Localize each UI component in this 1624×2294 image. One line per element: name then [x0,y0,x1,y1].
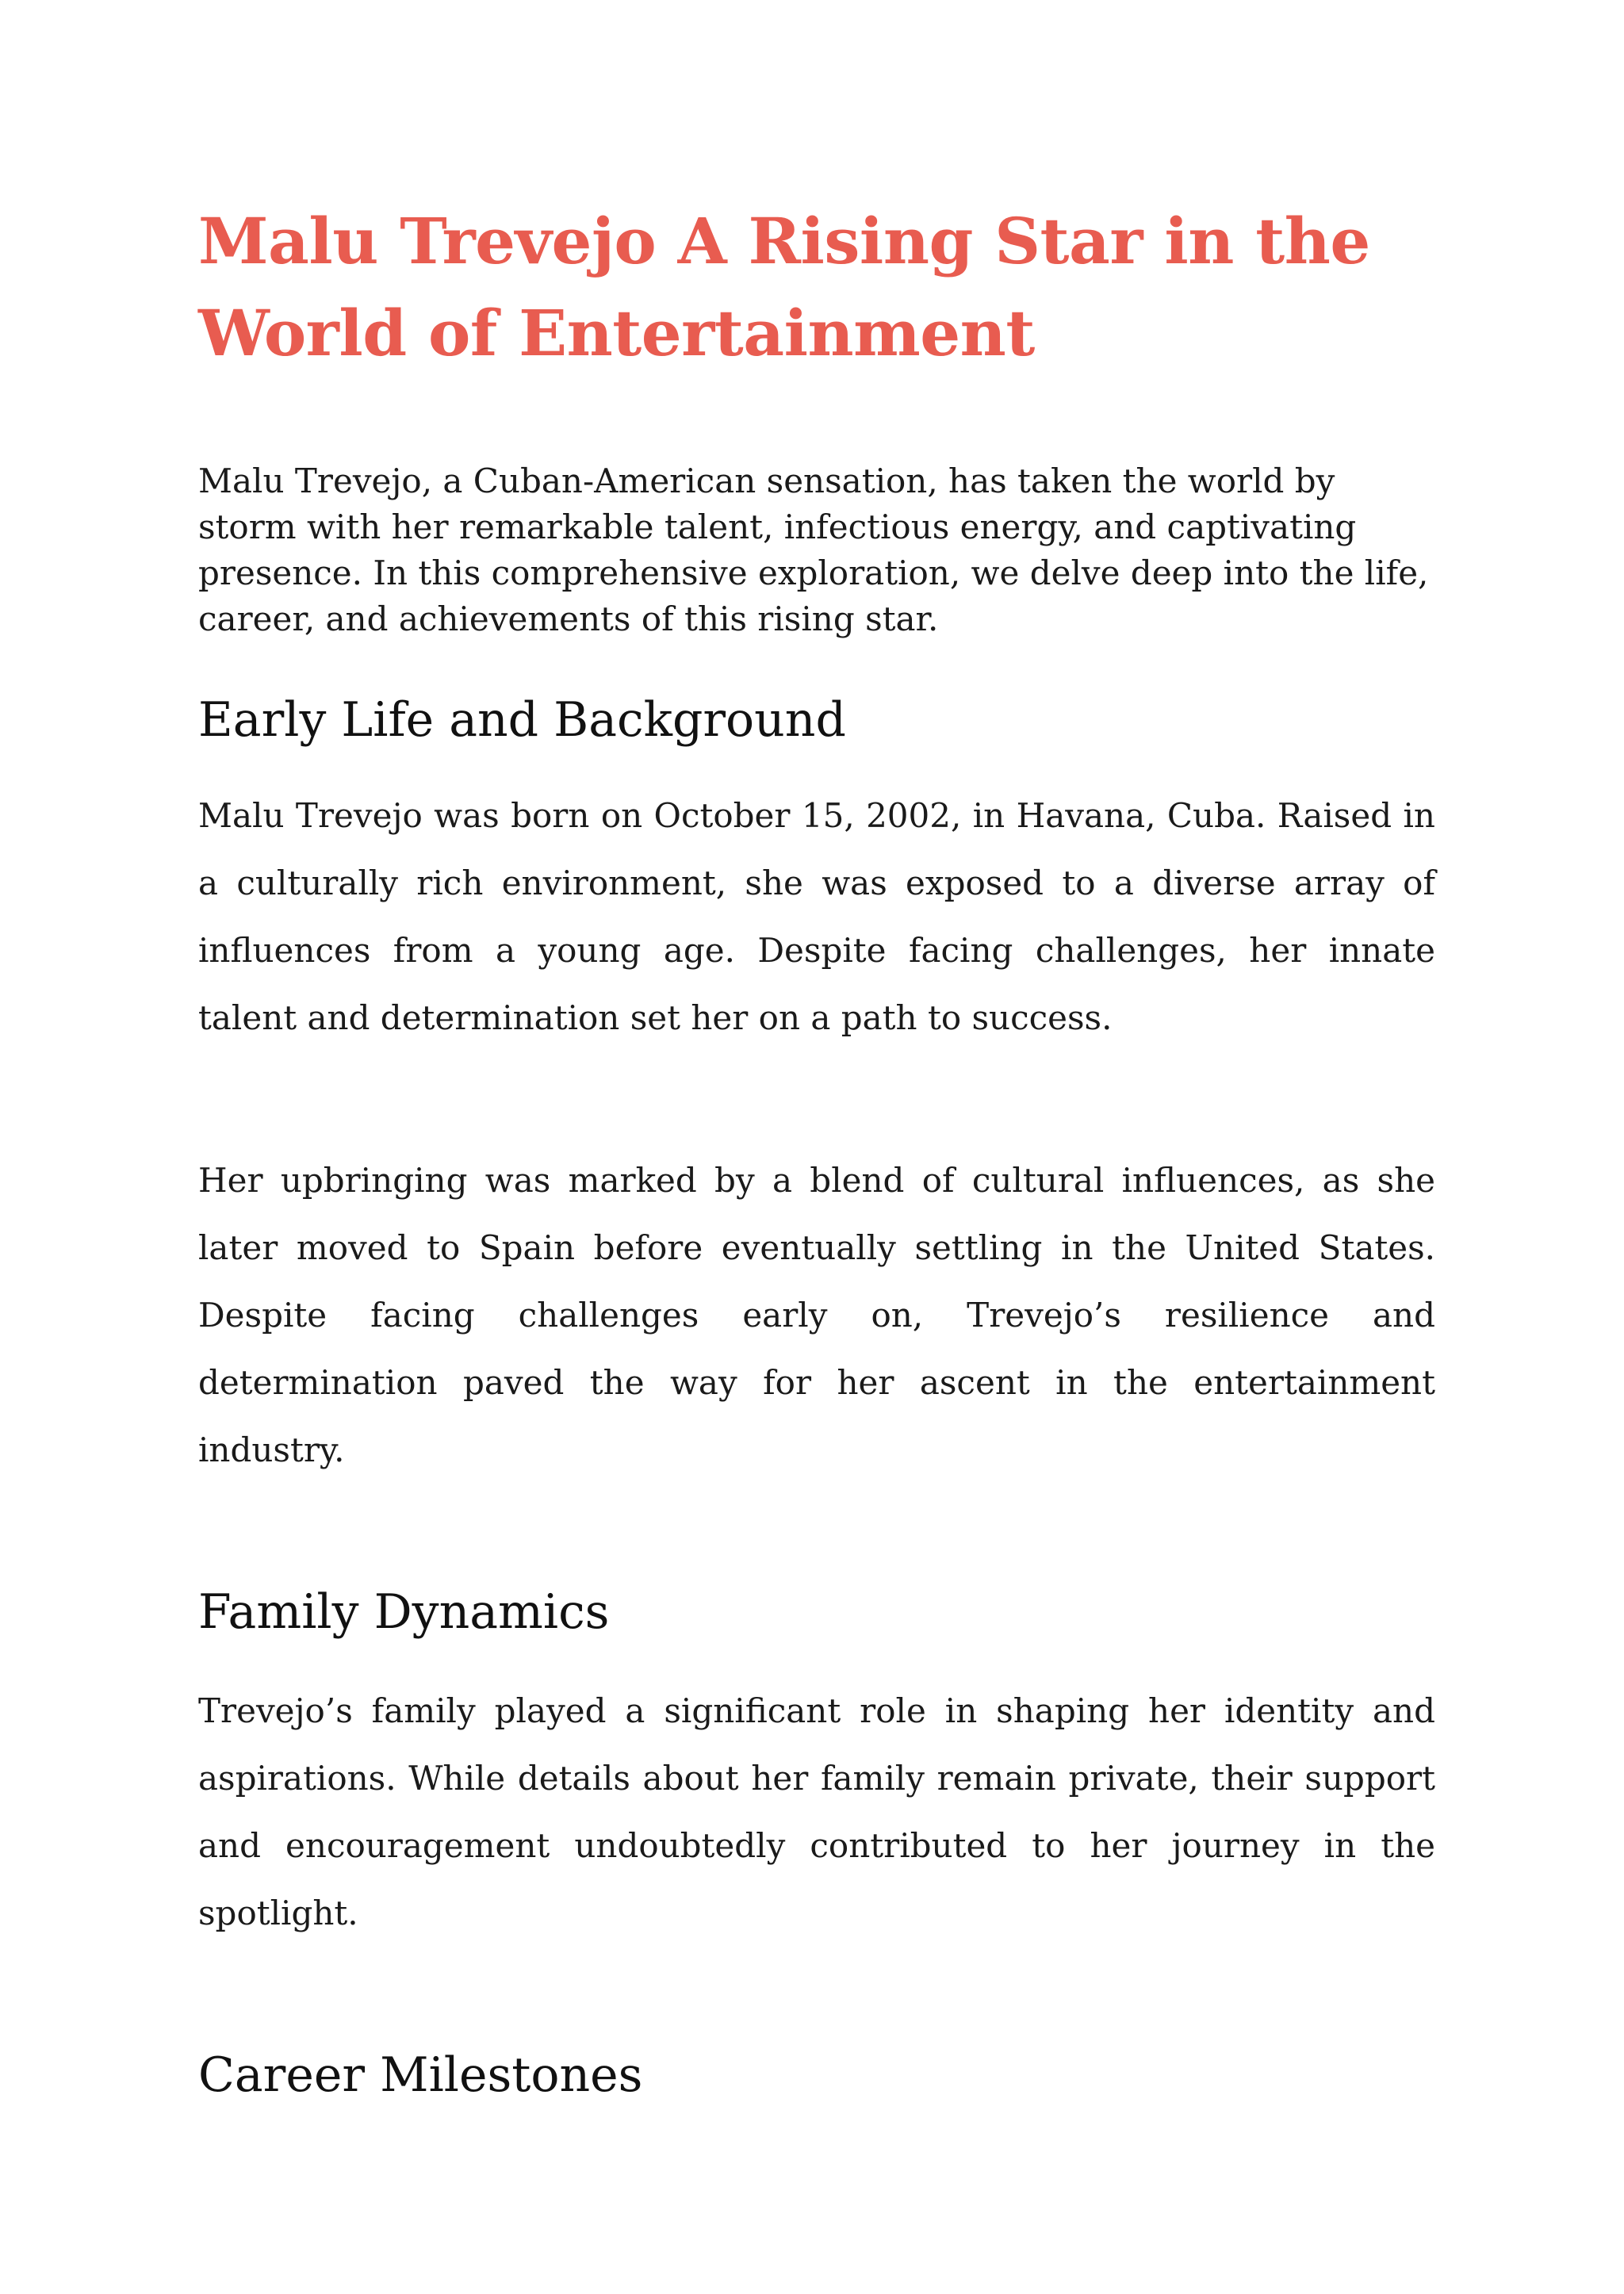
article-body [198,195,1435,2107]
section-paragraph: Trevejo’s family played a significant role in shaping her identity and aspirations. While details about her family remain private, their support and encouragement undoubtedly contributed to her journey in the spotlight. [198,1691,1435,1932]
section-paragraph: Malu Trevejo was born on October 15, 2002, in Havana, Cuba. Raised in a culturally rich environment, she was exposed to a diverse array of influences from a young age. Despite facing challenges, her innate talent and determination set her on a path to success. [198,796,1435,1037]
section-heading-career-milestones: Career Milestones [198,2047,643,2103]
section-heading-early-life: Early Life and Background [198,692,846,748]
article-title: Malu Trevejo A Rising Star in the World of Entertainment [198,204,1370,370]
article-intro: Malu Trevejo, a Cuban-American sensation, has taken the world by storm with her remarkable talent, infectious energy, and captivating presence. In this comprehensive exploration, we delve deep into the life, career, and achievements of this rising star. [198,461,1429,638]
section-heading-family-dynamics: Family Dynamics [198,1584,610,1640]
section-paragraph: Her upbringing was marked by a blend of cultural influences, as she later moved to Spain before eventually settling in the United States. Despite facing challenges early on, Trevejo’s resilience and determination paved the way for her ascent in the entertainment industry. [198,1161,1435,1469]
